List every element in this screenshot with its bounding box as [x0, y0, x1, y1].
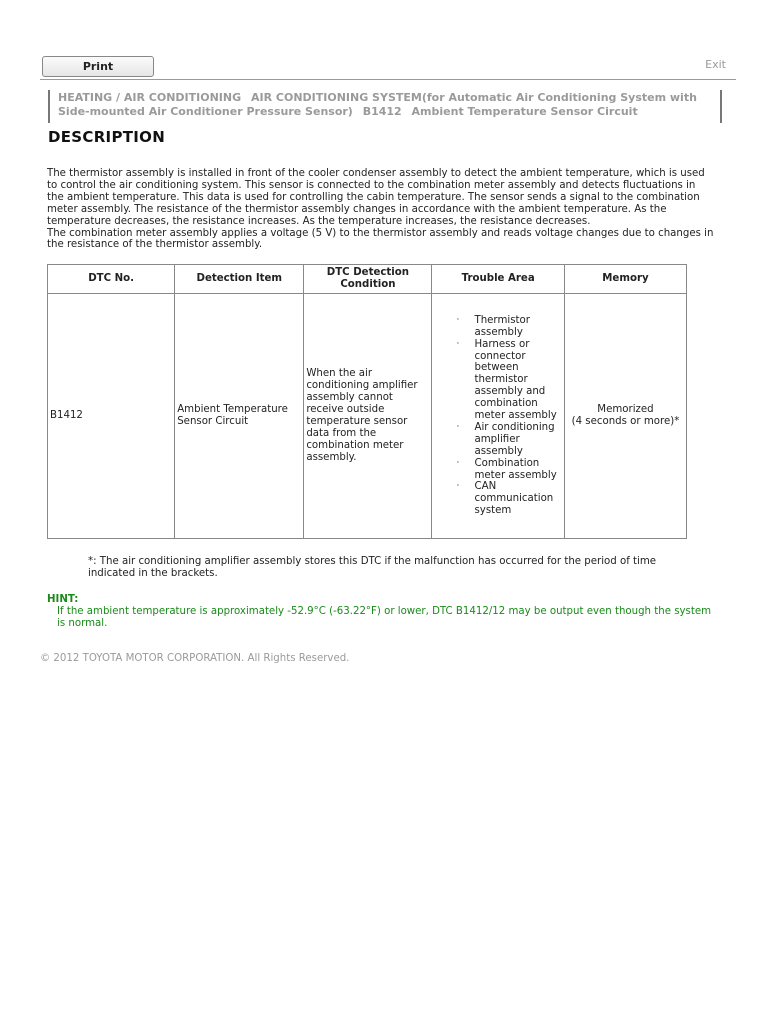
- list-item: [434, 422, 561, 458]
- table-footnote: *: The air conditioning amplifier assembly stores this DTC if the malfunction has occurred for the period of time indicated in the brackets.: [88, 556, 657, 579]
- list-item: [434, 315, 561, 339]
- bullet-icon: ·: [456, 314, 460, 325]
- cell-detection-item: Ambient Temperature Sensor Circuit: [175, 294, 304, 539]
- breadcrumb-code: B1412: [362, 105, 402, 118]
- breadcrumb-path: HEATING / AIR CONDITIONING: [58, 91, 242, 104]
- cell-trouble-area: [432, 294, 564, 539]
- cell-memory: [564, 294, 686, 539]
- page-title: DESCRIPTION: [48, 128, 166, 146]
- header-detection-condition: DTC Detection Condition: [304, 265, 432, 294]
- header-trouble-area: Trouble Area: [432, 265, 564, 294]
- dtc-table: [47, 264, 687, 539]
- trouble-area-text: Harness or connector between thermistor assembly and combination meter assembly: [474, 338, 557, 422]
- table-row: [48, 294, 687, 539]
- hint-label: HINT:: [47, 594, 79, 605]
- copyright-notice: © 2012 TOYOTA MOTOR CORPORATION. All Rights Reserved.: [40, 653, 350, 664]
- bullet-icon: ·: [456, 421, 460, 432]
- cell-detection-condition: When the air conditioning amplifier assembly cannot receive outside temperature sensor data from the combination meter assembly.: [304, 294, 432, 539]
- trouble-area-text: CAN communication system: [474, 481, 554, 517]
- trouble-area-text: Combination meter assembly: [474, 457, 557, 481]
- print-button[interactable]: Print: [42, 56, 154, 77]
- exit-link[interactable]: Exit: [705, 58, 726, 71]
- list-item: [434, 458, 561, 482]
- header-detection-item: Detection Item: [175, 265, 304, 294]
- trouble-area-text: Thermistor assembly: [474, 314, 530, 338]
- header-memory: Memory: [564, 265, 686, 294]
- description-paragraph-2: The combination meter assembly applies a voltage (5 V) to the thermistor assembly and reads voltage changes due to changes in the resistance of the thermistor assembly.: [47, 227, 714, 251]
- trouble-area-list: [434, 315, 561, 517]
- table-header-row: [48, 265, 687, 294]
- bullet-icon: ·: [456, 481, 460, 492]
- header-divider: [40, 79, 736, 80]
- memory-status: Memorized: [597, 404, 654, 416]
- breadcrumb: [48, 90, 722, 123]
- list-item: [434, 481, 561, 517]
- breadcrumb-system: AIR CONDITIONING SYSTEM(for Automatic Air Conditioning System with Side-mounted Air Conditioner Pressure Sensor): [58, 91, 697, 118]
- header-dtc-no: DTC No.: [48, 265, 175, 294]
- cell-dtc-no: B1412: [48, 294, 175, 539]
- trouble-area-text: Air conditioning amplifier assembly: [474, 421, 555, 457]
- bullet-icon: ·: [456, 338, 460, 349]
- list-item: [434, 339, 561, 422]
- description-paragraph-1: The thermistor assembly is installed in front of the cooler condenser assembly to detect the ambient temperature, which is used to control the air conditioning system. This sensor is connected to the combination meter assembly and detects fluctuations in the ambient temperature. This data is used for controlling the cabin temperature. The sensor sends a signal to the combination meter assembly. The resistance of the thermistor assembly changes in accordance with the ambient temperature. As the temperature decreases, the resistance increases. As the temperature increases, the resistance decreases.: [47, 168, 705, 227]
- hint-text: If the ambient temperature is approximately -52.9°C (-63.22°F) or lower, DTC B1412/12 may be output even though the system is normal.: [57, 606, 712, 629]
- bullet-icon: ·: [456, 457, 460, 468]
- memory-duration: (4 seconds or more)*: [571, 416, 680, 427]
- breadcrumb-topic: Ambient Temperature Sensor Circuit: [411, 105, 638, 118]
- description-body: [47, 168, 715, 251]
